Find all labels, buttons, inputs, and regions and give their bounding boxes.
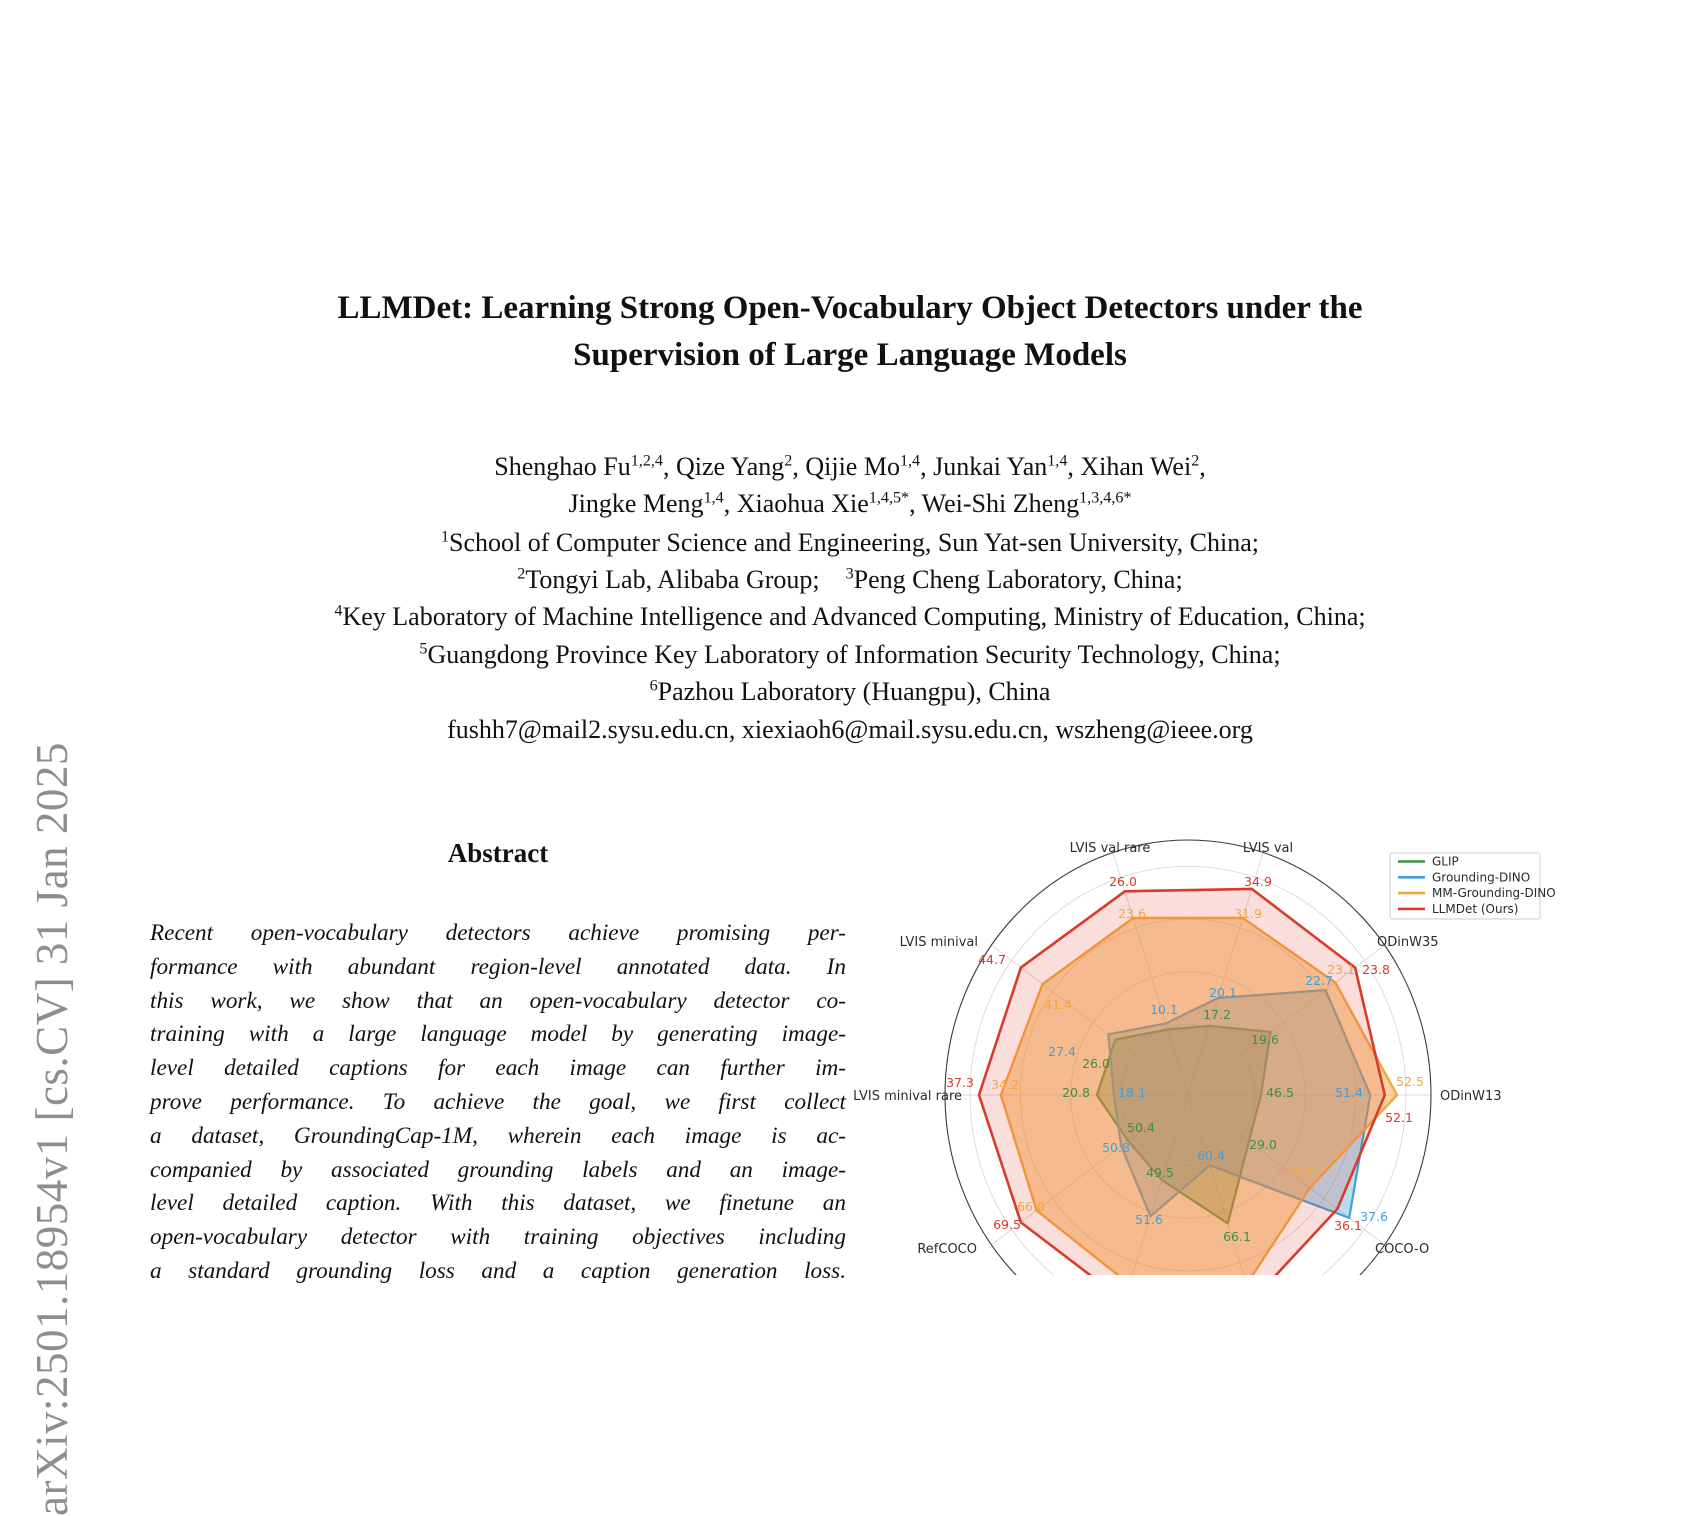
- abstract-heading: Abstract: [447, 838, 549, 868]
- axis-label: ODinW13: [1440, 1089, 1502, 1104]
- value-label: 31.9: [1234, 906, 1262, 921]
- abstract-line: a dataset, GroundingCap-1M, wherein each image is ac-: [150, 1122, 846, 1149]
- affiliation-2-3: $^2$Tongyi Lab, Alibaba Group; $^3$Peng Cheng Laboratory, China;: [517, 565, 1183, 594]
- value-label: 44.7: [978, 952, 1006, 967]
- value-label: 26.0: [1082, 1056, 1110, 1071]
- affiliation-6: $^6$Pazhou Laboratory (Huangpu), China: [649, 677, 1051, 706]
- abstract-body: [150, 917, 846, 1289]
- value-label: 51.4: [1335, 1085, 1363, 1100]
- affiliation-4: $^4$Key Laboratory of Machine Intelligence and Advanced Computing, Ministry of Education, China;: [334, 602, 1366, 631]
- value-label: 34.2: [991, 1077, 1019, 1092]
- value-label: 36.1: [1334, 1218, 1362, 1233]
- value-label: 17.2: [1203, 1007, 1231, 1022]
- author-emails: fushh7@mail2.sysu.edu.cn, xiexiaoh6@mail.sysu.edu.cn, wszheng@ieee.org: [447, 715, 1253, 744]
- value-label: 20.8: [1062, 1085, 1090, 1100]
- axis-label: RefCOCO: [917, 1242, 977, 1257]
- axis-label: ODinW35: [1377, 935, 1439, 950]
- axis-label: LVIS val: [1242, 841, 1294, 856]
- value-label: 19.6: [1251, 1032, 1279, 1047]
- axis-label: LVIS minival rare: [853, 1089, 962, 1104]
- abstract-line: prove performance. To achieve the goal, we first collect: [150, 1088, 846, 1115]
- value-label: 22.7: [1305, 973, 1333, 988]
- value-label: 23.6: [1118, 906, 1146, 921]
- abstract-line: a standard grounding loss and a caption generation loss.: [150, 1257, 846, 1284]
- legend-label: GLIP: [1432, 854, 1459, 869]
- abstract-line: training with a large language model by generating image-: [150, 1021, 846, 1048]
- paper-title-line2: Supervision of Large Language Models: [573, 337, 1127, 373]
- authors-line2: Jingke Meng$^{1,4}$, Xiaohua Xie$^{1,4,5*}$, Wei-Shi Zheng$^{1,3,4,6*}$: [568, 489, 1132, 518]
- value-label: 23.8: [1362, 962, 1390, 977]
- abstract-line: companied by associated grounding labels and an image-: [150, 1156, 846, 1183]
- value-label: 49.5: [1146, 1165, 1174, 1180]
- radar-chart-figure: [800, 830, 1600, 1275]
- legend-label: Grounding-DINO: [1432, 870, 1531, 885]
- affiliation-5: $^5$Guangdong Province Key Laboratory of Information Security Technology, China;: [419, 640, 1281, 669]
- value-label: 51.6: [1135, 1212, 1163, 1227]
- value-label: 37.3: [946, 1075, 974, 1090]
- value-label: 34.0: [1285, 1164, 1313, 1179]
- value-label: 52.5: [1396, 1074, 1424, 1089]
- value-label: 52.1: [1385, 1110, 1413, 1125]
- abstract-line: Recent open-vocabulary detectors achieve promising per-: [150, 920, 846, 946]
- value-label: 50.4: [1127, 1120, 1155, 1135]
- abstract-line: level detailed caption. With this dataset, we finetune an: [150, 1190, 846, 1217]
- arxiv-watermark: arXiv:2501.18954v1 [cs.CV] 31 Jan 2025: [27, 742, 77, 1516]
- paper-title-line1: LLMDet: Learning Strong Open-Vocabulary Object Detectors under the: [337, 290, 1363, 326]
- value-label: 10.1: [1150, 1002, 1178, 1017]
- value-label: 66.0: [1017, 1199, 1045, 1214]
- value-label: 46.5: [1266, 1085, 1294, 1100]
- value-label: 26.0: [1109, 874, 1137, 889]
- authors-line1: Shenghao Fu$^{1,2,4}$, Qize Yang$^2$, Qijie Mo$^{1,4}$, Junkai Yan$^{1,4}$, Xihan Wei$^2$,: [494, 452, 1206, 481]
- value-label: 23.1: [1327, 962, 1355, 977]
- legend-label: LLMDet (Ours): [1432, 901, 1519, 916]
- radar-chart-svg: [800, 830, 1600, 1275]
- value-label: 27.4: [1048, 1044, 1076, 1059]
- affiliation-1: $^1$School of Computer Science and Engineering, Sun Yat-sen University, China;: [440, 528, 1260, 557]
- value-label: 18.1: [1118, 1085, 1146, 1100]
- value-label: 20.1: [1209, 985, 1237, 1000]
- value-label: 34.9: [1244, 874, 1272, 889]
- value-label: 66.1: [1223, 1229, 1251, 1244]
- axis-label: LVIS val rare: [1069, 841, 1151, 856]
- value-label: 60.4: [1197, 1148, 1225, 1163]
- value-label: 69.5: [993, 1217, 1021, 1232]
- axis-label: LVIS minival: [899, 935, 978, 950]
- abstract-line: formance with abundant region-level annotated data. In: [150, 953, 846, 980]
- value-label: 41.4: [1044, 997, 1072, 1012]
- abstract-line: open-vocabulary detector with training objectives including: [150, 1224, 846, 1251]
- axis-label: COCO-O: [1375, 1242, 1430, 1257]
- abstract-line: level detailed captions for each image can further im-: [150, 1055, 846, 1082]
- value-label: 37.6: [1360, 1209, 1388, 1224]
- legend-label: MM-Grounding-DINO: [1432, 886, 1556, 901]
- radar-series-llmdet-ours-: [979, 889, 1385, 1275]
- abstract-line: this work, we show that an open-vocabulary detector co-: [150, 987, 846, 1014]
- value-label: 50.8: [1102, 1140, 1130, 1155]
- chart-legend: [1390, 853, 1556, 919]
- value-label: 29.0: [1249, 1137, 1277, 1152]
